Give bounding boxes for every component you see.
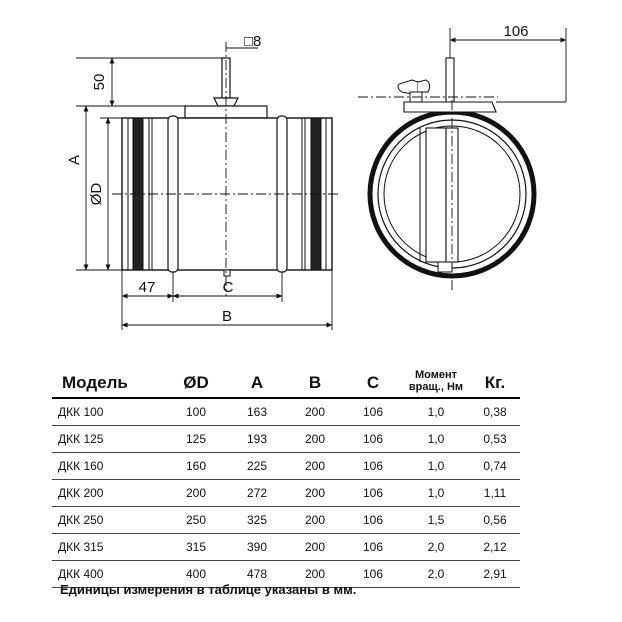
cell-kg: 0,56 [470, 507, 520, 534]
cell-d: 125 [164, 426, 228, 453]
table-row [52, 534, 520, 561]
cell-model: ДКК 400 [52, 561, 164, 588]
cell-d: 200 [164, 480, 228, 507]
header-model: Модель [52, 353, 164, 398]
cell-a: 193 [228, 426, 286, 453]
units-note: Единицы измерения в таблице указаны в мм. [60, 582, 357, 597]
cell-a: 225 [228, 453, 286, 480]
cell-torque: 1,0 [402, 398, 470, 426]
cell-kg: 2,12 [470, 534, 520, 561]
cell-model: ДКК 315 [52, 534, 164, 561]
cell-d: 160 [164, 453, 228, 480]
header-kg: Кг. [470, 353, 520, 398]
cell-b: 200 [286, 480, 344, 507]
cell-c: 106 [344, 453, 402, 480]
cell-kg: 0,38 [470, 398, 520, 426]
cell-a: 478 [228, 561, 286, 588]
cell-c: 106 [344, 480, 402, 507]
front-shaft [446, 58, 454, 102]
table-row [52, 453, 520, 480]
cell-a: 390 [228, 534, 286, 561]
cell-model: ДКК 200 [52, 480, 164, 507]
table-row [52, 507, 520, 534]
cell-c: 106 [344, 426, 402, 453]
cell-c: 106 [344, 507, 402, 534]
cell-d: 250 [164, 507, 228, 534]
cell-kg: 0,53 [470, 426, 520, 453]
header-torque [402, 353, 470, 398]
cell-kg: 0,74 [470, 453, 520, 480]
header-c: C [344, 353, 402, 398]
cell-model: ДКК 100 [52, 398, 164, 426]
table-row [52, 426, 520, 453]
table-header-row [52, 353, 520, 398]
header-b: B [286, 353, 344, 398]
dim-a-label: A [66, 154, 83, 166]
cell-b: 200 [286, 507, 344, 534]
cell-d: 400 [164, 561, 228, 588]
cell-torque: 1,0 [402, 426, 470, 453]
cell-d: 315 [164, 534, 228, 561]
side-view [112, 42, 340, 296]
cell-c: 106 [344, 534, 402, 561]
cell-model: ДКК 250 [52, 507, 164, 534]
damper-blade [426, 128, 446, 262]
cell-c: 106 [344, 398, 402, 426]
cell-torque: 1,0 [402, 453, 470, 480]
header-torque-line2: вращ., Нм [408, 381, 464, 393]
cell-model: ДКК 125 [52, 426, 164, 453]
cell-c: 106 [344, 561, 402, 588]
cell-a: 163 [228, 398, 286, 426]
dim-c-label: C [222, 279, 234, 296]
cell-d: 100 [164, 398, 228, 426]
cell-a: 272 [228, 480, 286, 507]
dim-106-label: 106 [503, 23, 529, 40]
square-size-label: □8 [244, 33, 262, 50]
cell-b: 200 [286, 398, 344, 426]
specification-table [52, 353, 520, 588]
dim-50-label: 50 [91, 73, 108, 91]
cell-torque: 2,0 [402, 561, 470, 588]
dim-d-label: ØD [88, 182, 105, 206]
header-a: A [228, 353, 286, 398]
cell-b: 200 [286, 561, 344, 588]
header-torque-line1: Момент [414, 369, 458, 381]
dim-b-label: B [221, 308, 233, 325]
cell-kg: 2,91 [470, 561, 520, 588]
cell-kg: 1,11 [470, 480, 520, 507]
cell-torque: 1,0 [402, 480, 470, 507]
header-d: ØD [164, 353, 228, 398]
table-row [52, 480, 520, 507]
cell-model: ДКК 160 [52, 453, 164, 480]
front-view [358, 58, 534, 290]
cell-torque: 2,0 [402, 534, 470, 561]
cell-a: 325 [228, 507, 286, 534]
cell-b: 200 [286, 453, 344, 480]
table-row [52, 398, 520, 426]
cell-torque: 1,5 [402, 507, 470, 534]
cell-b: 200 [286, 534, 344, 561]
dim-47-label: 47 [138, 279, 156, 296]
cell-b: 200 [286, 426, 344, 453]
